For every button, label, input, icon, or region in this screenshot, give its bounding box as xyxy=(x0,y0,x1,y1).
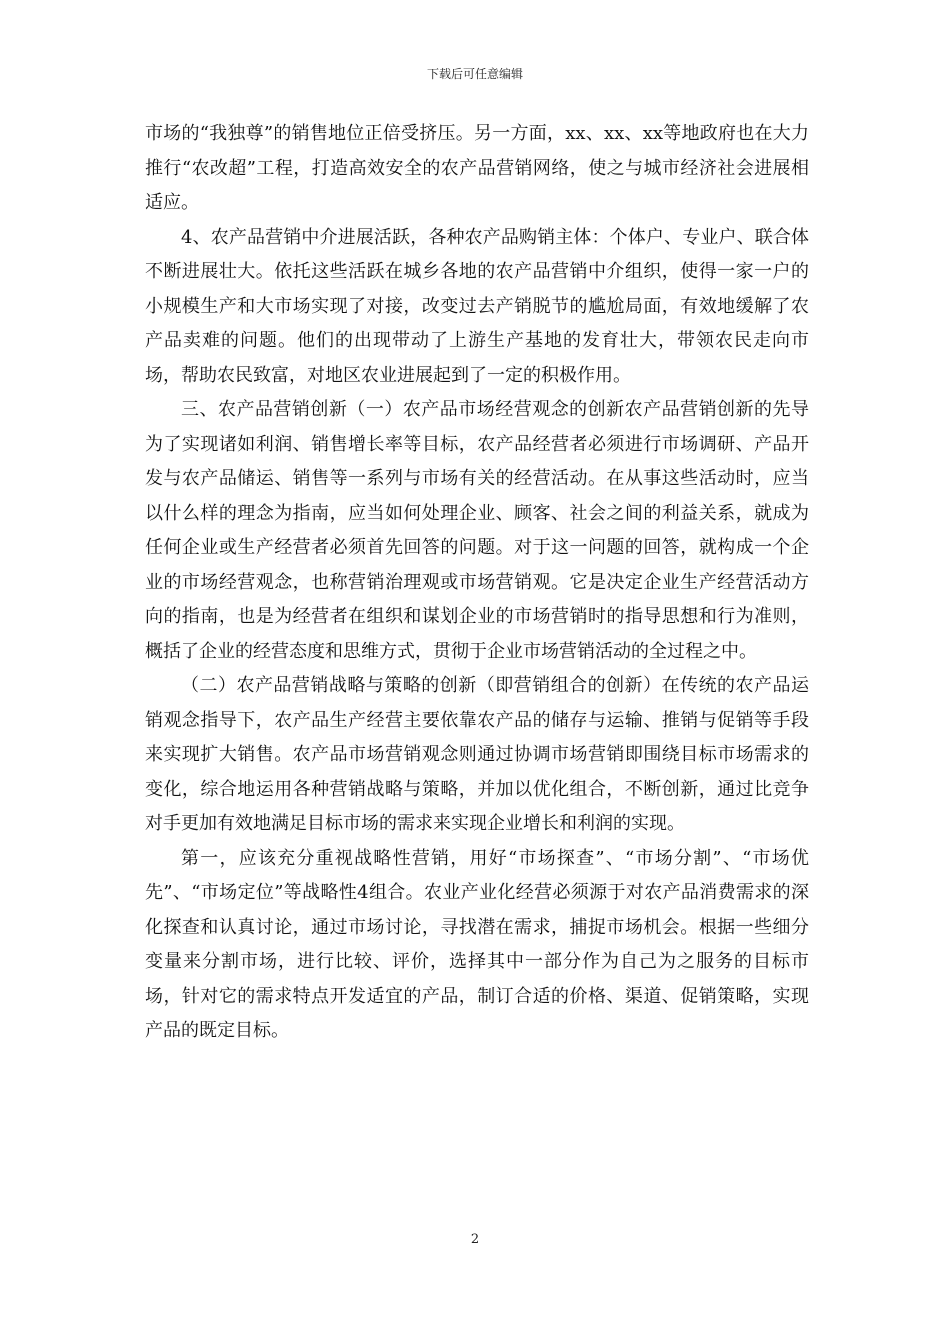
paragraph-marketing-innovation: 三、农产品营销创新（一）农产品市场经营观念的创新农产品营销创新的先导为了实现诸如利润、销售增长率等目标，农产品经营者必须进行市场调研、产品开发与农产品储运、销售等一系列与市场有关的经营活动。在从事这些活动时，应当以什么样的理念为指南，应当如何处理企业、顾客、社会之间的利益关系，就成为任何企业或生产经营者必须首先回答的问题。对于这一问题的回答，就构成一个企业的市场经营观念，也称营销治理观或市场营销观。它是决定企业生产经营活动方向的指南，也是为经营者在组织和谋划企业的市场营销时的指导思想和行为准则，概括了企业的经营态度和思维方式，贯彻于企业市场营销活动的全过程之中。 xyxy=(145,399,809,662)
page-number: 2 xyxy=(470,1232,480,1247)
document-body xyxy=(145,117,809,1049)
paragraph-intermediaries: 4、农产品营销中介进展活跃，各种农产品购销主体：个体户、专业户、联合体不断进展壮大。依托这些活跃在城乡各地的农产品营销中介组织，使得一家一户的小规模生产和大市场实现了对接，改变过去产销脱节的尴尬局面，有效地缓解了农产品卖难的问题。他们的出现带动了上游生产基地的发育壮大，带领农民走向市场，帮助农民致富，对地区农业进展起到了一定的积极作用。 xyxy=(145,226,809,386)
page-header: 下载后可任意编辑 xyxy=(426,67,523,81)
paragraph-strategy-innovation: （二）农产品营销战略与策略的创新（即营销组合的创新）在传统的农产品运销观念指导下，农产品生产经营主要依靠农产品的储存与运输、推销与促销等手段来实现扩大销售。农产品市场营销观念则通过协调市场营销即围绕目标市场需求的变化，综合地运用各种营销战略与策略，并加以优化组合，不断创新，通过比竞争对手更加有效地满足目标市场的需求来实现企业增长和利润的实现。 xyxy=(145,675,809,834)
paragraph-strategic-marketing: 第一，应该充分重视战略性营销，用好“市场探查”、“市场分割”、“市场优先”、“市场定位”等战略性4组合。农业产业化经营必须源于对农产品消费需求的深化探查和认真讨论，通过市场讨论，寻找潜在需求，捕捉市场机会。根据一些细分变量来分割市场，进行比较、评价，选择其中一部分作为自己为之服务的目标市场，针对它的需求特点开发适宜的产品，制订合适的价格、渠道、促销策略，实现产品的既定目标。 xyxy=(145,847,809,1041)
paragraph-continuation: 市场的“我独尊”的销售地位正倍受挤压。另一方面，xx、xx、xx等地政府也在大力推行“农改超”工程，打造高效安全的农产品营销网络，使之与城市经济社会进展相适应。 xyxy=(145,123,809,213)
